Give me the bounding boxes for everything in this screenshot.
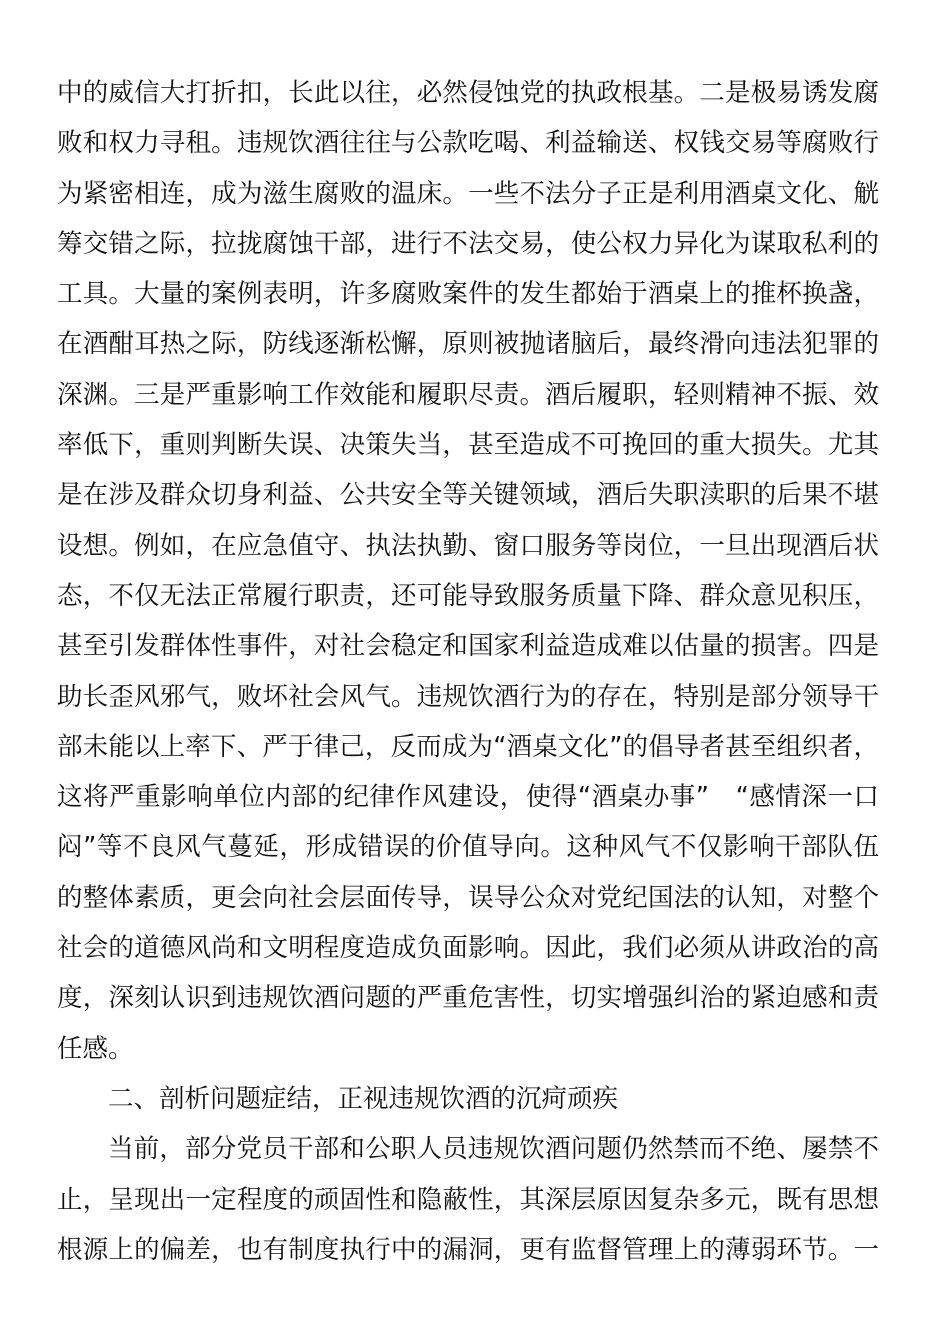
section-heading: 二、剖析问题症结，正视违规饮酒的沉疴顽疾 (108, 1083, 619, 1114)
text-line: 度，深刻认识到违规饮酒问题的严重危害性，切实增强纠治的紧迫感和责 (57, 983, 879, 1014)
text-line: 率低下，重则判断失误、决策失当，甚至造成不可挽回的重大损失。尤其 (57, 430, 879, 461)
text-line: 是在涉及群众切身利益、公共安全等关键领域，酒后失职渎职的后果不堪 (57, 480, 879, 511)
text-line: 筹交错之际，拉拢腐蚀干部，进行不法交易，使公权力异化为谋取私利的 (57, 228, 879, 259)
text-line: 部未能以上率下、严于律己，反而成为“酒桌文化”的倡导者甚至组织者， (57, 731, 879, 762)
text-line: 社会的道德风尚和文明程度造成负面影响。因此，我们必须从讲政治的高 (57, 933, 879, 964)
text-line: 止，呈现出一定程度的顽固性和隐蔽性，其深层原因复杂多元，既有思想 (57, 1184, 879, 1215)
text-line: 闷”等不良风气蔓延，形成错误的价值导向。这种风气不仅影响干部队伍 (57, 832, 879, 863)
text-line: 态，不仅无法正常履行职责，还可能导致服务质量下降、群众意见积压， (57, 580, 879, 611)
text-line: 在酒酣耳热之际，防线逐渐松懈，原则被抛诸脑后，最终滑向违法犯罪的 (57, 329, 879, 360)
text-line: 的整体素质，更会向社会层面传导，误导公众对党纪国法的认知，对整个 (57, 882, 879, 913)
text-line: 任感。 (57, 1033, 134, 1064)
text-line: 设想。例如，在应急值守、执法执勤、窗口服务等岗位，一旦出现酒后状 (57, 530, 879, 561)
paragraph-harms (57, 68, 879, 1074)
text-line: 败和权力寻租。违规饮酒往往与公款吃喝、利益输送、权钱交易等腐败行 (57, 128, 879, 159)
text-line: 当前，部分党员干部和公职人员违规饮酒问题仍然禁而不绝、屡禁不 (108, 1134, 879, 1165)
text-line: 中的威信大打折扣，长此以往，必然侵蚀党的执政根基。二是极易诱发腐 (57, 78, 879, 108)
text-line: 甚至引发群体性事件，对社会稳定和国家利益造成难以估量的损害。四是 (57, 631, 879, 662)
text-line: 深渊。三是严重影响工作效能和履职尽责。酒后履职，轻则精神不振、效 (57, 379, 879, 410)
text-line: 根源上的偏差，也有制度执行中的漏洞，更有监督管理上的薄弱环节。一 (57, 1234, 879, 1265)
text-line: 助长歪风邪气，败坏社会风气。违规饮酒行为的存在，特别是部分领导干 (57, 681, 879, 712)
text-line: 为紧密相连，成为滋生腐败的温床。一些不法分子正是利用酒桌文化、觥 (57, 178, 879, 209)
text-line: 工具。大量的案例表明，许多腐败案件的发生都始于酒桌上的推杯换盏， (57, 279, 879, 310)
text-line: 这将严重影响单位内部的纪律作风建设，使得“酒桌办事” “感情深一口 (57, 782, 879, 813)
paragraph-causes (57, 1124, 879, 1275)
document-body (57, 68, 879, 1275)
